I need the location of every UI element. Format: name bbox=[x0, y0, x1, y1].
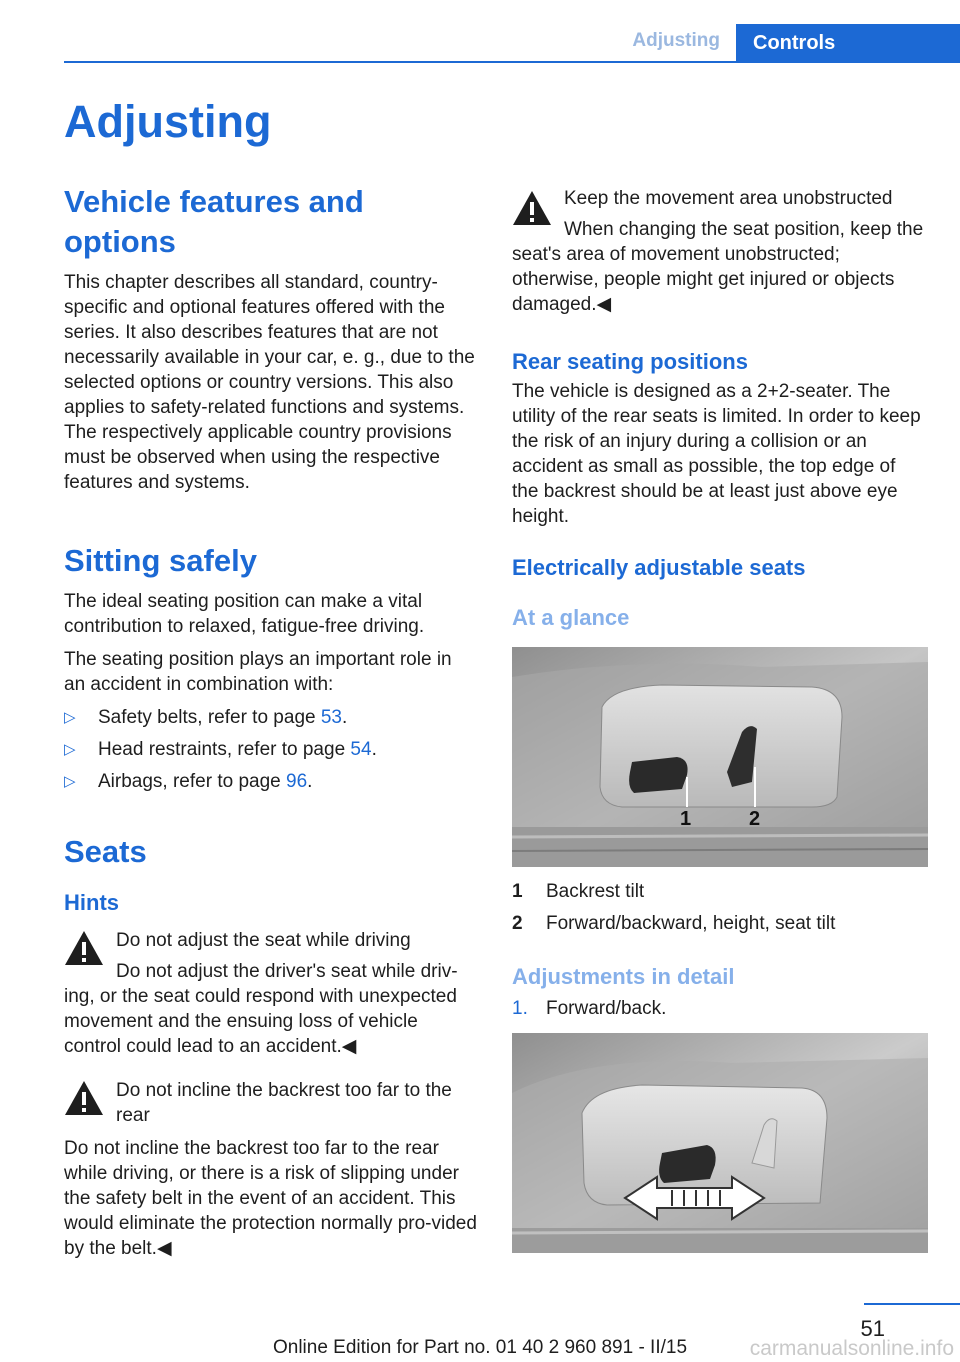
legend-text: Backrest tilt bbox=[546, 881, 645, 902]
page-title: Adjusting bbox=[64, 96, 272, 147]
list-item bbox=[512, 879, 926, 904]
header-tab-controls[interactable]: Controls bbox=[736, 24, 960, 62]
bullet-end: . bbox=[371, 739, 377, 760]
heading-rear-seating: Rear seating positions bbox=[512, 349, 748, 374]
photo-label-2: 2 bbox=[749, 808, 761, 830]
warning-title: Do not incline the backrest too far to the rear bbox=[116, 1080, 452, 1126]
page-link-53[interactable]: 53 bbox=[320, 707, 342, 728]
triangle-bullet-icon: ▷ bbox=[64, 773, 76, 790]
photo-label-1: 1 bbox=[680, 808, 692, 830]
legend-list bbox=[512, 879, 926, 936]
rear-seating-body: The vehicle is designed as a 2+2-seater. The utility of the rear seats is limited. In order to keep the risk of an injury during a collision or an accident as small as possible, the top edge of the backrest should be at least just above eye height. bbox=[512, 381, 921, 527]
right-column bbox=[512, 182, 926, 1253]
heading-sitting-safely: Sitting safely bbox=[64, 543, 257, 578]
heading-hints: Hints bbox=[64, 890, 119, 915]
heading-at-a-glance: At a glance bbox=[512, 605, 630, 630]
header-section-title: Adjusting bbox=[632, 30, 720, 51]
page-number-rule bbox=[864, 1303, 960, 1305]
edition-footer: Online Edition for Part no. 01 40 2 960 891 - II/15 bbox=[272, 1337, 688, 1358]
seat-controls-illustration bbox=[512, 647, 928, 867]
warning-block bbox=[512, 186, 926, 317]
page-link-96[interactable]: 96 bbox=[286, 771, 308, 792]
warning-icon bbox=[64, 930, 104, 966]
triangle-bullet-icon: ▷ bbox=[64, 741, 76, 758]
watermark: carmanualsonline.info bbox=[749, 1337, 954, 1360]
warning-block bbox=[64, 1076, 478, 1261]
page-link-54[interactable]: 54 bbox=[350, 739, 372, 760]
vehicle-features-body: This chapter describes all standard, country-specific and optional features offered with the series. It also describes features that are not necessarily available in your car, e. g., due to the selected options or country versions. This also applies to safety-related functions and systems. The respectively applicable country provisions must be observed when using the respective features and systems. bbox=[64, 272, 475, 493]
bullet-text: Airbags, refer to page bbox=[98, 771, 286, 792]
sitting-safely-p2: The seating position plays an important role in an accident in combination with: bbox=[64, 649, 452, 695]
list-item bbox=[512, 996, 926, 1021]
list-item bbox=[64, 705, 478, 730]
bullet-end: . bbox=[307, 771, 313, 792]
seat-controls-photo bbox=[512, 647, 928, 867]
sitting-safely-p1: The ideal seating position can make a vital contribution to relaxed, fatigue-free driving. bbox=[64, 591, 425, 637]
left-column bbox=[64, 182, 478, 1261]
list-item bbox=[64, 737, 478, 762]
warning-block bbox=[64, 926, 478, 1059]
warning-title: Keep the movement area unobstructed bbox=[564, 188, 893, 209]
list-item bbox=[64, 769, 478, 794]
heading-seats: Seats bbox=[64, 834, 147, 869]
warning-body: Do not adjust the driver's seat while driv‐ing, or the seat could respond with unexpected movement and the ensuing loss of vehicle control could lead to an accident.◀ bbox=[64, 961, 458, 1057]
forward-back-illustration bbox=[512, 1033, 928, 1253]
triangle-bullet-icon: ▷ bbox=[64, 709, 76, 726]
warning-body: Do not incline the backrest too far to the rear while driving, or there is a risk of slipping under the safety belt in the event of an accident. This would eliminate the protection normally pro‐vided by the belt.◀ bbox=[64, 1138, 477, 1259]
warning-icon bbox=[512, 190, 552, 226]
legend-number: 1 bbox=[512, 881, 523, 902]
list-item bbox=[512, 911, 926, 936]
bullet-text: Safety belts, refer to page bbox=[98, 707, 321, 728]
legend-number: 2 bbox=[512, 913, 523, 934]
heading-adjustments-detail: Adjustments in detail bbox=[512, 964, 735, 989]
warning-icon bbox=[64, 1080, 104, 1116]
legend-text: Forward/backward, height, seat tilt bbox=[546, 913, 836, 934]
step-text: Forward/back. bbox=[546, 998, 667, 1019]
warning-title: Do not adjust the seat while driving bbox=[116, 930, 411, 951]
step-number: 1. bbox=[512, 998, 528, 1019]
page-number: 51 bbox=[860, 1316, 885, 1341]
bullet-end: . bbox=[342, 707, 348, 728]
sitting-safely-list bbox=[64, 705, 478, 794]
heading-electric-seats: Electrically adjustable seats bbox=[512, 555, 806, 580]
heading-vehicle-features: Vehicle features and options bbox=[64, 184, 364, 259]
seat-forward-back-photo bbox=[512, 1033, 928, 1253]
header-rule bbox=[64, 61, 960, 63]
warning-body: When changing the seat position, keep the seat's area of movement unobstructed; otherwise, people might get injured or objects damaged.◀ bbox=[512, 219, 924, 315]
bullet-text: Head restraints, refer to page bbox=[98, 739, 351, 760]
